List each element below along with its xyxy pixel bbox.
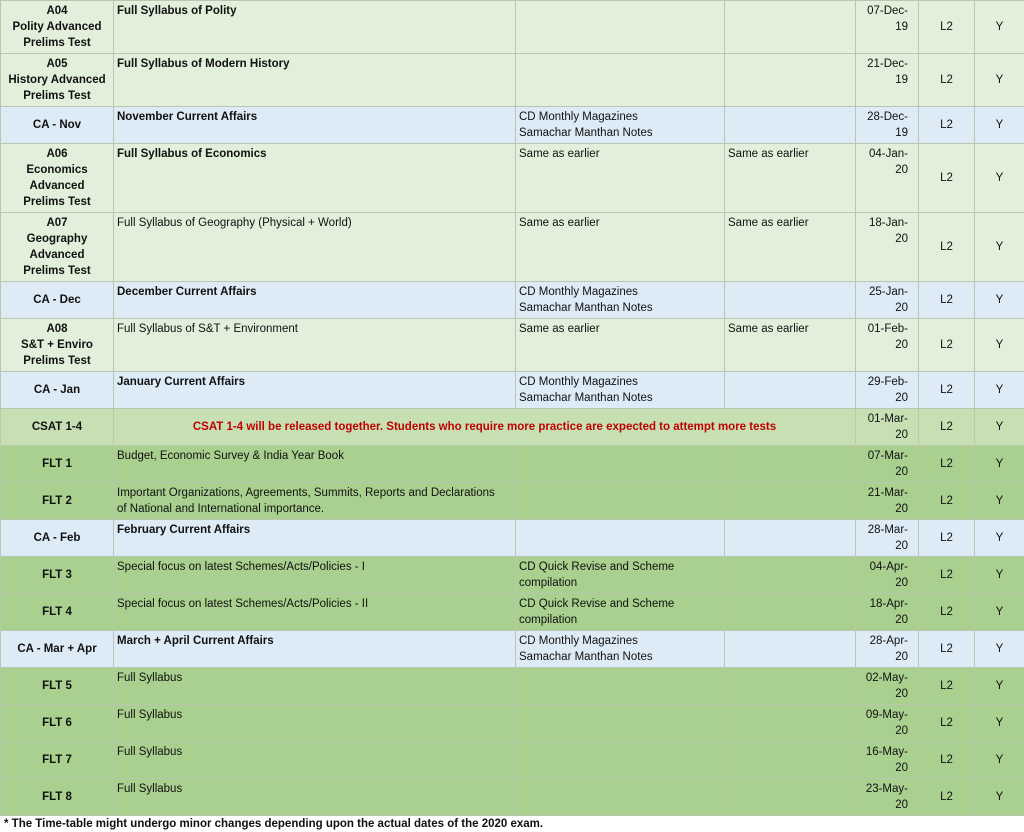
topic-cell: November Current Affairs (114, 107, 516, 144)
level-cell: L2 (919, 213, 975, 282)
additional-cell (725, 742, 856, 779)
table-row (1, 446, 1024, 483)
test-code-cell: FLT 2 (1, 483, 114, 520)
resources-cell (516, 779, 725, 816)
topic-cell: March + April Current Affairs (114, 631, 516, 668)
level-cell: L2 (919, 594, 975, 631)
additional-cell (725, 372, 856, 409)
topic-cell: Budget, Economic Survey & India Year Book (114, 446, 516, 483)
additional-cell (725, 282, 856, 319)
test-code-cell: CSAT 1-4 (1, 409, 114, 446)
additional-cell (725, 779, 856, 816)
flag-cell: Y (975, 107, 1024, 144)
date-cell: 29-Feb-20 (856, 372, 919, 409)
test-code-cell: FLT 8 (1, 779, 114, 816)
date-cell: 02-May-20 (856, 668, 919, 705)
level-cell: L2 (919, 54, 975, 107)
table-row (1, 520, 1024, 557)
additional-cell (725, 54, 856, 107)
resources-cell: Same as earlier (516, 319, 725, 372)
level-cell: L2 (919, 483, 975, 520)
additional-cell (725, 446, 856, 483)
resources-cell: CD Monthly Magazines Samachar Manthan Notes (516, 282, 725, 319)
resources-cell (516, 668, 725, 705)
level-cell: L2 (919, 372, 975, 409)
resources-cell (516, 446, 725, 483)
topic-cell: December Current Affairs (114, 282, 516, 319)
topic-cell: Full Syllabus of Polity (114, 1, 516, 54)
test-code-cell: A07 Geography Advanced Prelims Test (1, 213, 114, 282)
test-code-cell: FLT 5 (1, 668, 114, 705)
additional-cell (725, 483, 856, 520)
resources-cell: CD Monthly Magazines Samachar Manthan Notes (516, 107, 725, 144)
resources-cell: CD Monthly Magazines Samachar Manthan Notes (516, 631, 725, 668)
test-code-cell: CA - Dec (1, 282, 114, 319)
topic-cell: Full Syllabus of Geography (Physical + World) (114, 213, 516, 282)
test-code-cell: CA - Jan (1, 372, 114, 409)
topic-cell: Special focus on latest Schemes/Acts/Policies - I (114, 557, 516, 594)
resources-cell: CD Quick Revise and Scheme compilation (516, 594, 725, 631)
date-cell: 25-Jan-20 (856, 282, 919, 319)
table-row (1, 483, 1024, 520)
table-row (1, 779, 1024, 816)
table-row (1, 282, 1024, 319)
table-row (1, 1, 1024, 54)
date-cell: 21-Dec-19 (856, 54, 919, 107)
test-code-cell: FLT 4 (1, 594, 114, 631)
table-row (1, 144, 1024, 213)
resources-cell (516, 742, 725, 779)
additional-cell (725, 1, 856, 54)
additional-cell: Same as earlier (725, 319, 856, 372)
additional-cell (725, 520, 856, 557)
csat-note-cell: CSAT 1-4 will be released together. Students who require more practice are expected to attempt more tests (114, 409, 856, 446)
additional-cell: Same as earlier (725, 213, 856, 282)
schedule-body (1, 1, 1024, 816)
topic-cell: Important Organizations, Agreements, Summits, Reports and Declarations of National and International importance. (114, 483, 516, 520)
date-cell: 07-Dec-19 (856, 1, 919, 54)
test-code-cell: FLT 6 (1, 705, 114, 742)
topic-cell: January Current Affairs (114, 372, 516, 409)
flag-cell: Y (975, 557, 1024, 594)
test-code-cell: FLT 7 (1, 742, 114, 779)
test-code-cell: CA - Mar + Apr (1, 631, 114, 668)
flag-cell: Y (975, 668, 1024, 705)
table-row (1, 319, 1024, 372)
test-code-cell: A04 Polity Advanced Prelims Test (1, 1, 114, 54)
flag-cell: Y (975, 213, 1024, 282)
level-cell: L2 (919, 668, 975, 705)
date-cell: 28-Dec-19 (856, 107, 919, 144)
flag-cell: Y (975, 742, 1024, 779)
table-row (1, 557, 1024, 594)
test-code-cell: FLT 3 (1, 557, 114, 594)
topic-cell: Full Syllabus (114, 779, 516, 816)
resources-cell: CD Quick Revise and Scheme compilation (516, 557, 725, 594)
resources-cell (516, 483, 725, 520)
date-cell: 16-May-20 (856, 742, 919, 779)
topic-cell: Full Syllabus of S&T + Environment (114, 319, 516, 372)
topic-cell: February Current Affairs (114, 520, 516, 557)
date-cell: 04-Jan-20 (856, 144, 919, 213)
flag-cell: Y (975, 520, 1024, 557)
table-row (1, 594, 1024, 631)
flag-cell: Y (975, 319, 1024, 372)
date-cell: 04-Apr-20 (856, 557, 919, 594)
test-code-cell: CA - Nov (1, 107, 114, 144)
flag-cell: Y (975, 705, 1024, 742)
level-cell: L2 (919, 319, 975, 372)
level-cell: L2 (919, 107, 975, 144)
test-code-cell: A05 History Advanced Prelims Test (1, 54, 114, 107)
table-row (1, 742, 1024, 779)
resources-cell (516, 705, 725, 742)
additional-cell (725, 594, 856, 631)
resources-cell: CD Monthly Magazines Samachar Manthan Notes (516, 372, 725, 409)
level-cell: L2 (919, 557, 975, 594)
flag-cell: Y (975, 446, 1024, 483)
level-cell: L2 (919, 446, 975, 483)
flag-cell: Y (975, 409, 1024, 446)
level-cell: L2 (919, 282, 975, 319)
date-cell: 23-May-20 (856, 779, 919, 816)
resources-cell (516, 1, 725, 54)
date-cell: 18-Jan-20 (856, 213, 919, 282)
table-row (1, 705, 1024, 742)
level-cell: L2 (919, 144, 975, 213)
topic-cell: Full Syllabus (114, 668, 516, 705)
topic-cell: Full Syllabus (114, 742, 516, 779)
flag-cell: Y (975, 372, 1024, 409)
topic-cell: Special focus on latest Schemes/Acts/Policies - II (114, 594, 516, 631)
date-cell: 18-Apr-20 (856, 594, 919, 631)
flag-cell: Y (975, 631, 1024, 668)
date-cell: 28-Mar-20 (856, 520, 919, 557)
date-cell: 01-Feb-20 (856, 319, 919, 372)
additional-cell (725, 557, 856, 594)
resources-cell (516, 520, 725, 557)
date-cell: 21-Mar-20 (856, 483, 919, 520)
topic-cell: Full Syllabus of Economics (114, 144, 516, 213)
additional-cell (725, 705, 856, 742)
test-code-cell: CA - Feb (1, 520, 114, 557)
test-code-cell: A08 S&T + Enviro Prelims Test (1, 319, 114, 372)
level-cell: L2 (919, 705, 975, 742)
resources-cell: Same as earlier (516, 144, 725, 213)
flag-cell: Y (975, 594, 1024, 631)
table-row (1, 107, 1024, 144)
topic-cell: Full Syllabus of Modern History (114, 54, 516, 107)
additional-cell (725, 631, 856, 668)
resources-cell (516, 54, 725, 107)
table-row (1, 668, 1024, 705)
additional-cell (725, 107, 856, 144)
level-cell: L2 (919, 631, 975, 668)
date-cell: 28-Apr-20 (856, 631, 919, 668)
flag-cell: Y (975, 1, 1024, 54)
flag-cell: Y (975, 483, 1024, 520)
level-cell: L2 (919, 409, 975, 446)
flag-cell: Y (975, 779, 1024, 816)
test-code-cell: FLT 1 (1, 446, 114, 483)
table-row (1, 54, 1024, 107)
additional-cell: Same as earlier (725, 144, 856, 213)
flag-cell: Y (975, 144, 1024, 213)
additional-cell (725, 668, 856, 705)
table-row (1, 213, 1024, 282)
level-cell: L2 (919, 1, 975, 54)
test-code-cell: A06 Economics Advanced Prelims Test (1, 144, 114, 213)
resources-cell: Same as earlier (516, 213, 725, 282)
level-cell: L2 (919, 779, 975, 816)
date-cell: 09-May-20 (856, 705, 919, 742)
flag-cell: Y (975, 282, 1024, 319)
level-cell: L2 (919, 520, 975, 557)
table-row (1, 631, 1024, 668)
level-cell: L2 (919, 742, 975, 779)
table-row (1, 409, 1024, 446)
flag-cell: Y (975, 54, 1024, 107)
footnote: * The Time-table might undergo minor changes depending upon the actual dates of the 2020 exam. (0, 816, 1024, 832)
topic-cell: Full Syllabus (114, 705, 516, 742)
date-cell: 07-Mar-20 (856, 446, 919, 483)
date-cell: 01-Mar-20 (856, 409, 919, 446)
table-row (1, 372, 1024, 409)
